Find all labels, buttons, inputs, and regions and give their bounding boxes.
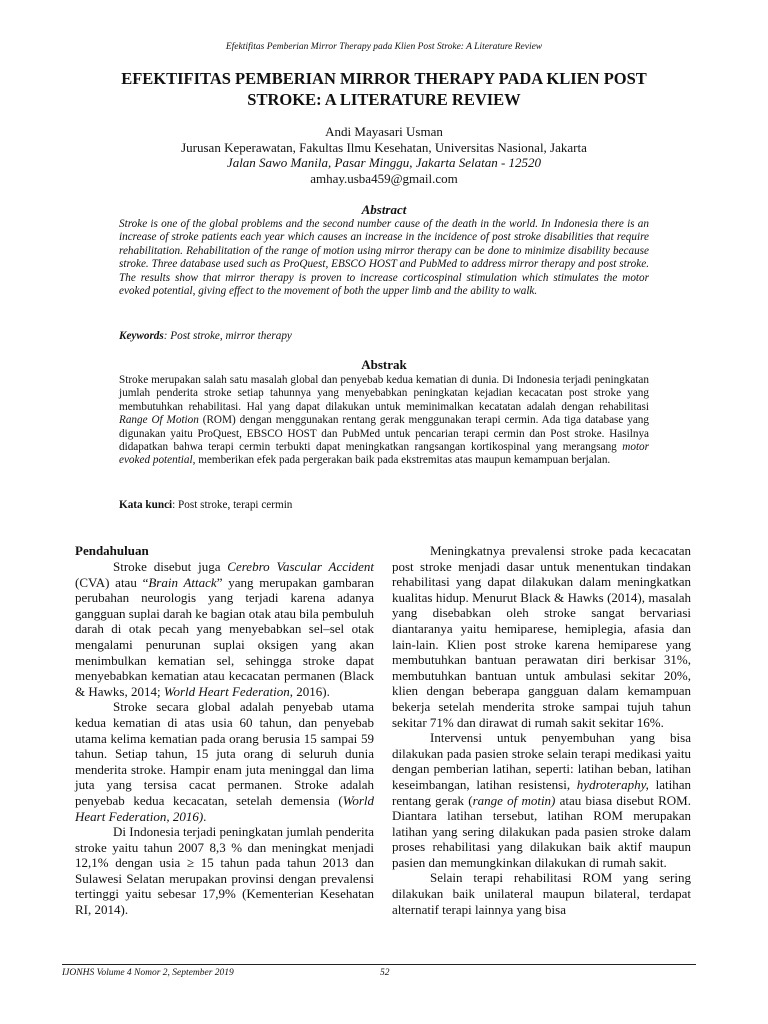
abstract-text: Stroke is one of the global problems and the second number cause of the death in the world. In Indonesia there is an increase of stroke patients each year which causes an increase in the incidence of post stroke disabilities that require rehabilitation. Rehabilitation of the range of motion using mirror therapy can be done to minimize disability because stroke. Three database used such as ProQuest, EBSCO HOST and PubMed to address mirror therapy and post stroke. The results show that mirror therapy is proven to increase corticospinal stimulation which stimulates the motor evoked potential, giving effect to the movement of both the upper limb and the ability to walk. [119,218,649,298]
term-brain-attack: Brain Attack [148,574,217,590]
abstract-heading: Abstract [361,202,407,217]
paragraph [75,699,374,824]
text-run: latihan rentang gerak ( [392,776,691,808]
term-range-of-motion: range of motin) [472,792,556,808]
text-run: , 2016). [289,683,330,699]
author-email: amhay.usba459@gmail.com [310,170,458,186]
left-column [75,543,374,918]
text-run: Intervensi untuk penyembuhan yang bisa dilakukan pada pasien stroke selain terapi medikasi yaitu dengan pemberian latihan, seperti: latihan beban, latihan keseimbangan, latihan resistensi, [392,730,691,792]
citation-whf: World Heart Federation, 2016) [75,792,374,824]
text-run: ” yang merupakan gambaran perubahan neurologis yang terjadi karena adanya gangguan suplai darah ke bagian otak atau bila pembuluh darah di otak pecah yang menyebabkan sel–sel otak mengalami penurunan suplai oksigen yang akan menimbulkan kematian sel, sehingga stroke dapat menyebabkan kematian atau kecacatan permanen (Black & Hawks, 2014; [75,574,374,699]
paper-title [60,68,708,110]
section-heading-pendahuluan: Pendahuluan [75,543,149,558]
kata-kunci-value: : Post stroke, terapi cermin [172,499,293,511]
term-hydrotherapy: hydroteraphy, [576,776,649,792]
text-run: . [203,808,207,824]
citation-whf: World Heart Federation [163,683,290,699]
footer-divider [62,964,696,965]
paragraph: Meningkatnya prevalensi stroke pada kecacatan post stroke menjadi dasar untuk menentukan tindakan rehabilitasi yang dapat dilakukan dalam meningkatkan kualitas hidup. Menurut Black & Hawks (2014), masalah yang disebabkan oleh stroke sangat bervariasi diantaranya yaitu hemiparese, hemiplegia, afasia dan lain-lain. Klien post stroke karena hemiparese yang membutuhkan bantuan perawatan diri berkisar 31%, membutuhkan bantuan untuk ambulasi sekitar 20%, klien dengan beberapa gangguan dalam kemampuan bekerja setelah menderita stroke sampai tujuh tahun sekitar 71% dan dirawat di rumah sakit sekitar 16%. [392,543,691,730]
text-run: atau biasa disebut ROM. Diantara latihan tersebut, latihan ROM merupakan latihan yang sering dilakukan pada pasien stroke dalam proses rehabilitasi yang dilakukan baik aktif maupun pasien dan memungkinkan dilakukan di rumah sakit. [392,792,691,870]
text-run: (CVA) atau “ [75,574,149,590]
paragraph: Selain terapi rehabilitasi ROM yang sering dilakukan baik unilateral maupun bilateral, terdapat alternatif terapi lainnya yang bisa [392,870,691,917]
kata-kunci-label: Kata kunci [119,499,173,511]
right-column [392,543,691,917]
author-block [60,124,708,186]
keywords-label: Keywords [119,330,164,342]
abstrak-text-part: (ROM) dengan menggunakan rentang gerak menggunakan terapi cermin. Ada tiga database yang digunakan yaitu ProQuest, EBSCO HOST dan PubMed untuk pencarian terapi cermin dan Post stroke. Hasilnya didapatkan bahwa terapi cermin terbukti dapat meningkatkan rangsangan kortikospinal yang merangsang [119,414,649,454]
text-run: Stroke disebut juga [113,559,228,574]
title-line-1: EFEKTIFITAS PEMBERIAN MIRROR THERAPY PADA KLIEN POST [121,69,647,88]
paragraph [75,559,374,699]
abstrak-text-part: , memberikan efek pada pergerakan baik pada ekstremitas atas maupun kemampuan berjalan. [192,454,611,467]
abstrak-text-part: Stroke merupakan salah satu masalah global dan penyebab kedua kematian di dunia. Di Indonesia terjadi peningkatan jumlah penderita stroke setiap tahunnya yang menyebabkan peningkatan kejadian kecacatan post stroke yang membutuhkan rehabilitasi. Hal yang dapat dilakukan untuk meminimalkan kecatatan adalah dengan rehabilitasi [119,374,649,413]
abstrak-term-mep: motor evoked potential [119,441,649,467]
text-run: Stroke secara global adalah penyebab utama kedua kematian di atas usia 60 tahun, dan penyebab utama kelima kematian pada orang berusia 15 sampai 59 tahun. Setiap tahun, 15 juta orang di seluruh dunia menderita stroke. Hampir enam juta meninggal dan lima juta yang tersisa cacat permanen. Stroke adalah penyebab kedua kecacatan, setelah demensia ( [75,699,374,808]
title-line-2: STROKE: A LITERATURE REVIEW [247,90,521,109]
page-number: 52 [380,968,390,978]
author-name: Andi Mayasari Usman [325,124,443,139]
kata-kunci [119,499,649,511]
keywords [119,330,649,342]
author-address: Jalan Sawo Manila, Pasar Minggu, Jakarta Selatan - 12520 [226,155,542,170]
abstrak-term-rom: Range Of Motion [119,414,199,427]
abstrak-heading: Abstrak [361,357,407,372]
footer-journal: IJONHS Volume 4 Nomor 2, September 2019 [62,968,234,978]
term-cva: Cerebro Vascular Accident [227,559,374,574]
running-head: Efektifitas Pemberian Mirror Therapy pada Klien Post Stroke: A Literature Review [225,42,543,52]
abstrak-text [119,374,649,468]
paragraph [392,730,691,870]
keywords-value: : Post stroke, mirror therapy [163,330,292,342]
paragraph: Di Indonesia terjadi peningkatan jumlah penderita stroke yaitu tahun 2007 8,3 % dan meningkat menjadi 12,1% dengan usia ≥ 15 tahun pada tahun 2013 dan Sulawesi Selatan merupakan provinsi dengan prevalensi tertinggi yaitu sebesar 17,9% (Kementerian Kesehatan RI, 2014). [75,824,374,918]
author-affiliation: Jurusan Keperawatan, Fakultas Ilmu Kesehatan, Universitas Nasional, Jakarta [181,139,587,155]
